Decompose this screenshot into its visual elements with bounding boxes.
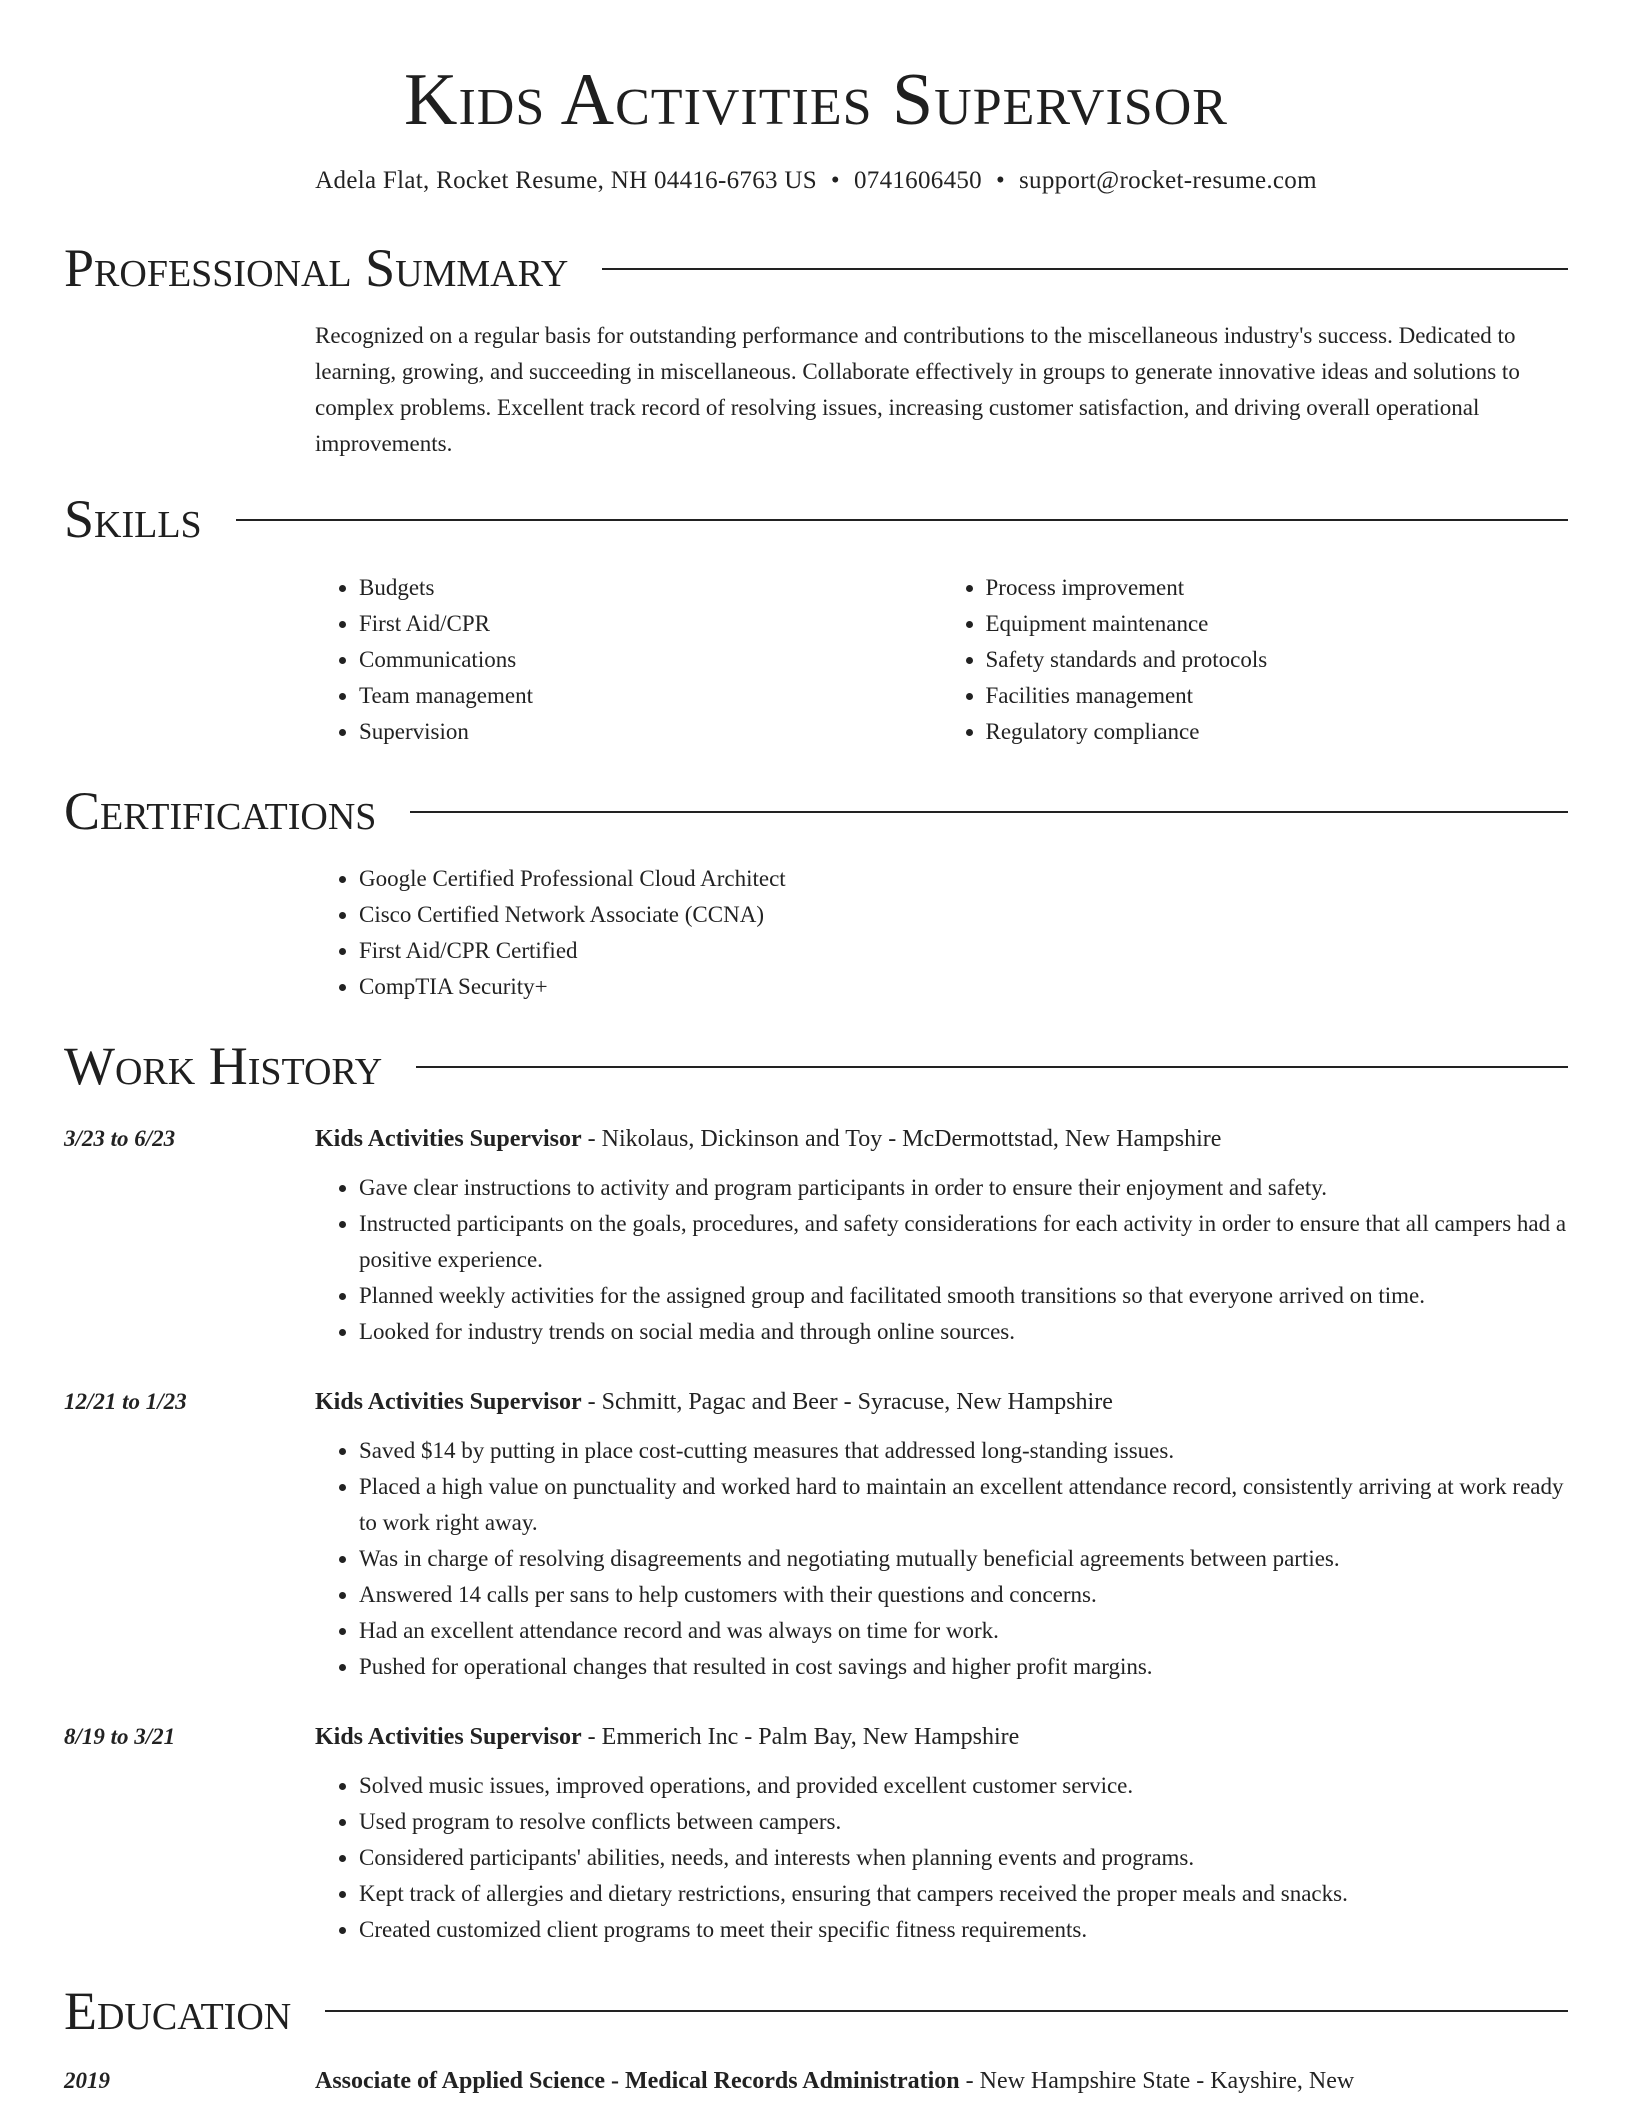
contact-phone: 0741606450 [853, 167, 982, 195]
section-divider [602, 268, 1568, 270]
job-bullets [315, 1170, 1568, 1350]
education-body [315, 2063, 1354, 2099]
work-header [64, 1037, 1568, 1096]
education-school: - New Hampshire State - Kayshire, New [959, 2068, 1355, 2095]
job-bullet: • Planned weekly activities for the assigned group and facilitated smooth transitions so that everyone arrived on time. [359, 1278, 1568, 1314]
job-bullet: • Had an excellent attendance record and was always on time for work. [359, 1613, 1568, 1649]
job-bullet: • Placed a high value on punctuality and worked hard to maintain an excellent attendance record, consistently arriving at work ready to work right away. [359, 1469, 1568, 1541]
certifications-header [64, 782, 1568, 841]
job-bullet: • Solved music issues, improved operations, and provided excellent customer service. [359, 1768, 1568, 1804]
skill-item: • Team management [359, 678, 942, 714]
job-date: 3/23 to 6/23 [64, 1125, 176, 1151]
job-bullet: • Answered 14 calls per sans to help customers with their questions and concerns. [359, 1577, 1568, 1613]
skill-item: • Process improvement [986, 570, 1569, 606]
certification-item: • Google Certified Professional Cloud Architect [359, 861, 1568, 897]
skills-list-right [942, 570, 1569, 750]
skill-item: • Budgets [359, 570, 942, 606]
certifications-heading: Certifications [64, 780, 377, 841]
section-divider [236, 519, 1568, 521]
job-bullet: • Created customized client programs to meet their specific fitness requirements. [359, 1912, 1568, 1948]
job-title: Kids Activities Supervisor [315, 1125, 582, 1152]
education-section [64, 1982, 1568, 2099]
contact-separator: • [995, 167, 1006, 195]
education-date: 2019 [64, 2068, 110, 2094]
skill-item: • Communications [359, 642, 942, 678]
job-body [315, 1719, 1568, 1948]
skills-header [64, 490, 1568, 549]
job-entry [64, 1384, 1568, 1685]
job-title: Kids Activities Supervisor [315, 1388, 582, 1415]
job-bullet: • Looked for industry trends on social media and through online sources. [359, 1314, 1568, 1350]
education-entry [64, 2063, 1568, 2099]
skill-item: • First Aid/CPR [359, 606, 942, 642]
job-bullet: • Was in charge of resolving disagreements and negotiating mutually beneficial agreements between parties. [359, 1541, 1568, 1577]
work-heading: Work History [64, 1036, 383, 1097]
job-bullet: • Considered participants' abilities, needs, and interests when planning events and programs. [359, 1840, 1568, 1876]
skill-item: • Regulatory compliance [986, 714, 1569, 750]
skill-item: • Safety standards and protocols [986, 642, 1569, 678]
section-divider [410, 811, 1568, 813]
job-date: 8/19 to 3/21 [64, 1723, 176, 1749]
job-entry [64, 1719, 1568, 1948]
skill-item: • Facilities management [986, 678, 1569, 714]
job-body [315, 1384, 1568, 1685]
education-header [64, 1982, 1568, 2041]
skill-item: • Equipment maintenance [986, 606, 1569, 642]
job-employer: - Nikolaus, Dickinson and Toy - McDermottstad, New Hampshire [581, 1125, 1222, 1152]
job-bullet: • Used program to resolve conflicts between campers. [359, 1804, 1568, 1840]
job-body [315, 1121, 1568, 1350]
certification-item: • First Aid/CPR Certified [359, 933, 1568, 969]
summary-section [64, 239, 1568, 462]
skills-section [64, 490, 1568, 749]
certifications-list [315, 861, 1568, 1005]
resume-title: Kids Activities Supervisor [404, 59, 1228, 141]
section-divider [325, 2010, 1568, 2012]
skills-columns [315, 570, 1568, 750]
section-divider [416, 1066, 1568, 1068]
job-employer: - Emmerich Inc - Palm Bay, New Hampshire [581, 1723, 1020, 1750]
job-bullet: • Instructed participants on the goals, procedures, and safety considerations for each activity in order to ensure that all campers had a positive experience. [359, 1206, 1568, 1278]
work-section [64, 1037, 1568, 1947]
job-bullets [315, 1768, 1568, 1948]
certifications-section [64, 782, 1568, 1005]
job-heading [315, 1719, 1568, 1755]
certification-item: • Cisco Certified Network Associate (CCNA) [359, 897, 1568, 933]
job-title: Kids Activities Supervisor [315, 1723, 582, 1750]
job-bullets [315, 1433, 1568, 1685]
contact-address: Adela Flat, Rocket Resume, NH 04416-6763 US [315, 167, 817, 195]
job-bullet: • Kept track of allergies and dietary restrictions, ensuring that campers received the proper meals and snacks. [359, 1876, 1568, 1912]
summary-text: Recognized on a regular basis for outstanding performance and contributions to the miscellaneous industry's success. Dedicated to learning, growing, and succeeding in miscellaneous. Collaborate effectively in groups to generate innovative ideas and solutions to complex problems. Excellent track record of resolving issues, increasing customer satisfaction, and driving overall operational improvements. [315, 323, 1520, 457]
contact-separator: • [830, 167, 840, 195]
job-employer: - Schmitt, Pagac and Beer - Syracuse, New Hampshire [581, 1388, 1113, 1415]
education-heading: Education [64, 1980, 292, 2041]
skills-heading: Skills [64, 489, 202, 550]
job-bullet: • Saved $14 by putting in place cost-cutting measures that addressed long-standing issues. [359, 1433, 1568, 1469]
job-heading [315, 1121, 1568, 1157]
contact-line [64, 167, 1568, 195]
job-bullet: • Pushed for operational changes that resulted in cost savings and higher profit margins. [359, 1649, 1568, 1685]
job-heading [315, 1384, 1568, 1420]
summary-heading: Professional Summary [64, 238, 569, 299]
summary-header [64, 239, 1568, 298]
education-degree: Associate of Applied Science - Medical Records Administration [315, 2068, 960, 2095]
job-date: 12/21 to 1/23 [64, 1388, 187, 1414]
skills-list-left [315, 570, 942, 750]
job-bullet: • Gave clear instructions to activity and program participants in order to ensure their enjoyment and safety. [359, 1170, 1568, 1206]
skill-item: • Supervision [359, 714, 942, 750]
certification-item: • CompTIA Security+ [359, 969, 1568, 1005]
job-entry [64, 1121, 1568, 1350]
contact-email: support@rocket-resume.com [1019, 167, 1317, 195]
